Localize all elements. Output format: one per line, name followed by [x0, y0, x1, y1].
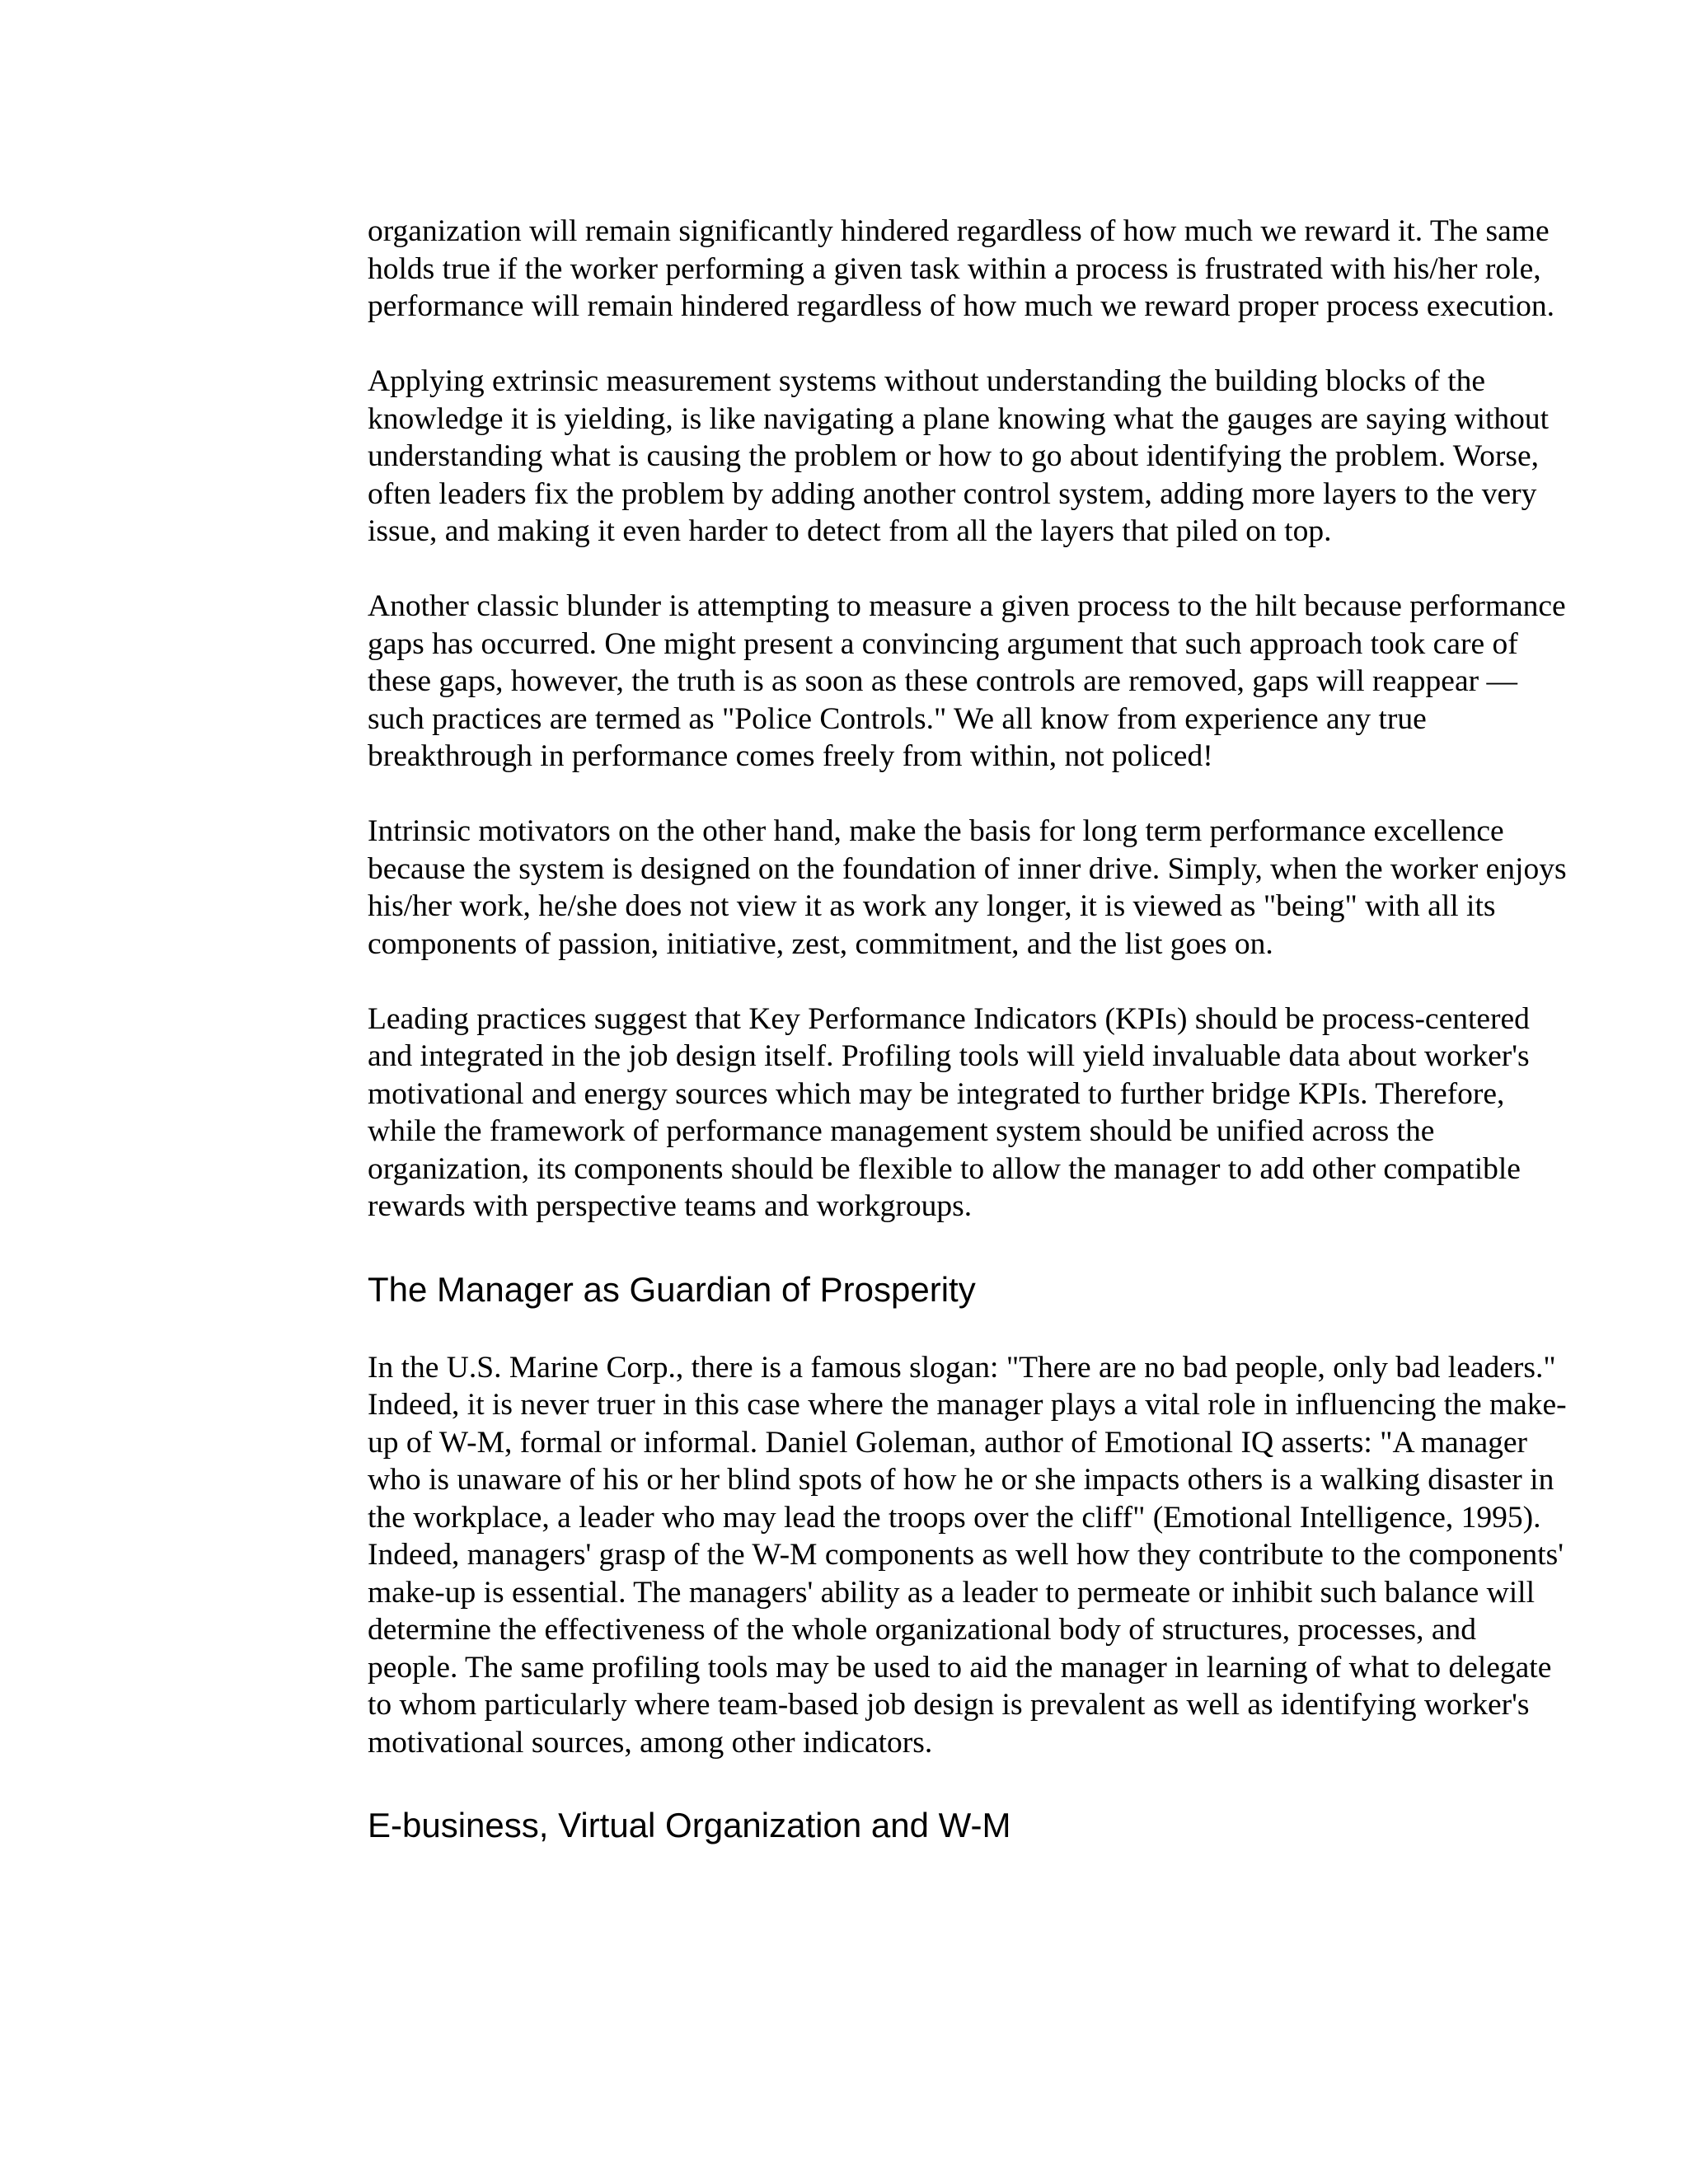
text-line: organization will remain significantly hindered regardless of how much we reward it. The same: [368, 214, 1550, 248]
text-line: because the system is designed on the foundation of inner drive. Simply, when the worker enjoys: [368, 851, 1567, 886]
text-line: Intrinsic motivators on the other hand, make the basis for long term performance excellence: [368, 814, 1504, 848]
text-line: motivational and energy sources which may be integrated to further bridge KPIs. Therefore,: [368, 1076, 1505, 1111]
text-line: make-up is essential. The managers' ability as a leader to permeate or inhibit such balance will: [368, 1575, 1535, 1610]
text-line: people. The same profiling tools may be used to aid the manager in learning of what to delegate: [368, 1650, 1552, 1685]
text-line: to whom particularly where team-based job design is prevalent as well as identifying worker's: [368, 1688, 1530, 1722]
paragraph-classic-blunder: [368, 588, 1653, 776]
paragraph-hindered-performance: [368, 213, 1653, 326]
document-page: [368, 213, 1653, 1847]
text-line: understanding what is causing the problem or how to go about identifying the problem. Worse,: [368, 439, 1540, 473]
paragraph-leading-practices: [368, 1001, 1653, 1226]
text-line: issue, and making it even harder to detect from all the layers that piled on top.: [368, 514, 1332, 548]
text-line: holds true if the worker performing a given task within a process is frustrated with his/her role,: [368, 251, 1541, 286]
text-line: who is unaware of his or her blind spots of how he or she impacts others is a walking disaster in: [368, 1463, 1554, 1497]
text-line: components of passion, initiative, zest, commitment, and the list goes on.: [368, 926, 1273, 961]
section-heading-ebusiness: E-business, Virtual Organization and W-M: [368, 1806, 1011, 1844]
text-line: knowledge it is yielding, is like navigating a plane knowing what the gauges are saying without: [368, 401, 1550, 436]
text-line: his/her work, he/she does not view it as work any longer, it is viewed as "being" with all its: [368, 889, 1496, 923]
text-line: performance will remain hindered regardless of how much we reward proper process execution.: [368, 289, 1555, 323]
text-line: determine the effectiveness of the whole organizational body of structures, processes, and: [368, 1613, 1477, 1647]
text-line: up of W-M, formal or informal. Daniel Goleman, author of Emotional IQ asserts: "A manager: [368, 1425, 1527, 1460]
text-line: the workplace, a leader who may lead the troops over the cliff" (Emotional Intelligence, 1995).: [368, 1500, 1541, 1535]
text-line: such practices are termed as "Police Controls." We all know from experience any true: [368, 701, 1427, 736]
text-line: organization, its components should be flexible to allow the manager to add other compatible: [368, 1151, 1521, 1186]
paragraph-intrinsic-motivators: [368, 813, 1653, 963]
text-line: breakthrough in performance comes freely from within, not policed!: [368, 739, 1213, 773]
text-line: and integrated in the job design itself. Profiling tools will yield invaluable data about worker's: [368, 1039, 1530, 1073]
text-line: gaps has occurred. One might present a convincing argument that such approach took care of: [368, 626, 1518, 661]
paragraph-marine-corp: [368, 1349, 1653, 1762]
text-line: Indeed, managers' grasp of the W-M components as well how they contribute to the components': [368, 1538, 1564, 1572]
text-line: Another classic blunder is attempting to measure a given process to the hilt because performance: [368, 589, 1566, 623]
paragraph-extrinsic-measurement: [368, 363, 1653, 551]
text-line: often leaders fix the problem by adding another control system, adding more layers to the very: [368, 476, 1537, 511]
text-line: while the framework of performance management system should be unified across the: [368, 1114, 1435, 1148]
text-line: Leading practices suggest that Key Performance Indicators (KPIs) should be process-centered: [368, 1001, 1530, 1036]
text-line: these gaps, however, the truth is as soon as these controls are removed, gaps will reappear —: [368, 664, 1517, 698]
text-line: motivational sources, among other indicators.: [368, 1725, 933, 1760]
text-line: Applying extrinsic measurement systems without understanding the building blocks of the: [368, 364, 1486, 398]
text-line: In the U.S. Marine Corp., there is a famous slogan: "There are no bad people, only bad leaders.": [368, 1350, 1556, 1385]
text-line: rewards with perspective teams and workgroups.: [368, 1189, 973, 1223]
text-line: Indeed, it is never truer in this case where the manager plays a vital role in influencing the make-: [368, 1388, 1567, 1422]
section-heading-manager-guardian: The Manager as Guardian of Prosperity: [368, 1269, 976, 1309]
